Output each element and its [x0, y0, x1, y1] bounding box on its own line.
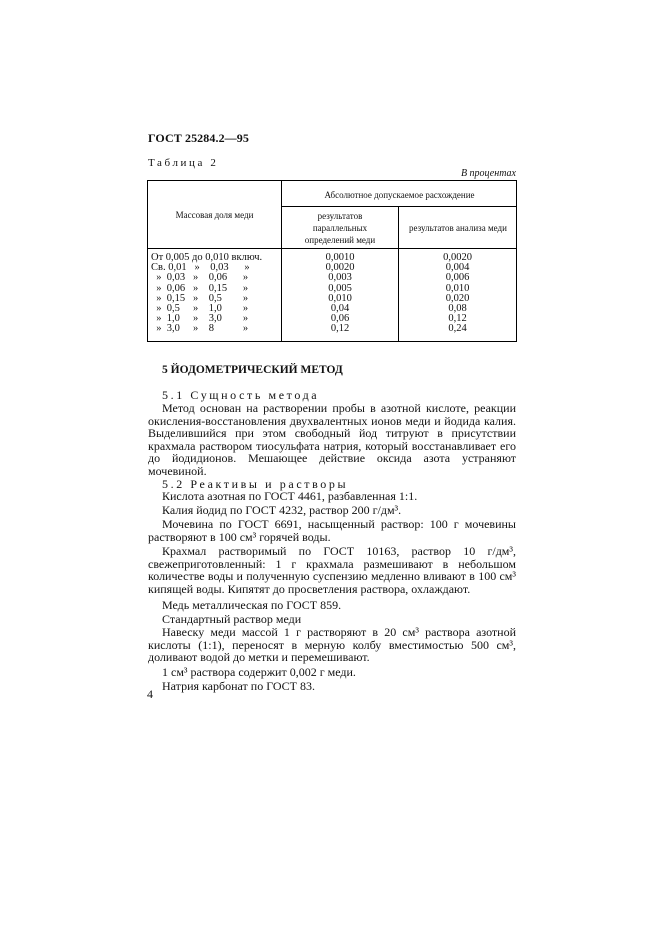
table-cell: » 3,0 » 8 »	[151, 323, 249, 335]
col-header-parallel-line: определений меди	[304, 235, 376, 245]
table-cell: 0,0020	[443, 252, 472, 263]
paragraph-reagent: Стандартный раствор меди	[162, 612, 302, 626]
paragraph-reagent: 1 см³ раствора содержит 0,002 г меди.	[162, 665, 356, 679]
table-cell: 0,12	[448, 313, 467, 325]
page-number: 4	[147, 687, 153, 701]
table-cell: 0,0020	[325, 262, 355, 274]
table-units: В процентах	[460, 168, 516, 179]
table-cell: 0,005	[328, 282, 352, 294]
table-cell: 0,24	[448, 323, 467, 335]
table-divider	[148, 248, 516, 249]
table-cell: » 0,5 » 1,0 »	[151, 303, 249, 315]
table-cell: 0,006	[445, 272, 470, 284]
table-cell: 0,06	[330, 313, 350, 325]
paragraph-reagent: Крахмал растворимый по ГОСТ 10163, раствор 10 г/дм³, свежеприготовленный: 1 г крахмала размешивают в небольшом количестве воды и полученную суспензию медленно вливают в 100 см³ кипящей воды. Кипятят до просветления раствора, охлаждают.	[148, 544, 516, 596]
paragraph-reagent: Медь металлическая по ГОСТ 859.	[162, 598, 342, 612]
table-cell: 0,010	[328, 292, 352, 304]
table-cell: » 0,03 » 0,06 »	[151, 272, 249, 284]
data-table	[147, 180, 517, 342]
column-range	[151, 253, 262, 335]
table-cell: От 0,005 до 0,010 включ.	[151, 252, 263, 263]
col-header-group: Абсолютное допускаемое расхождение	[324, 190, 475, 200]
table-cell: » 0,15 » 0,5 »	[151, 292, 249, 304]
column-analysis	[399, 253, 516, 335]
table-cell: 0,020	[445, 292, 470, 304]
paragraph-essence: Метод основан на растворении пробы в азотной кислоте, реакции окисления-восстановления двухвалентных ионов меди и йодида калия. Выделившийся при этом свободный йод титруют в присутствии крахмала раствором тиосульфата натрия, который восстанавливает его до йодидионов. Мешающее действие оксида азота устраняют мочевиной.	[148, 401, 516, 478]
paragraph-reagent: Калия йодид по ГОСТ 4232, раствор 200 г/дм³.	[162, 503, 402, 517]
subsection-title-reagents: 5.2 Реактивы и растворы	[162, 477, 349, 491]
table-cell: 0,08	[448, 303, 467, 315]
col-header-parallel-line: результатов	[317, 211, 363, 221]
section-title: 5 ЙОДОМЕТРИЧЕСКИЙ МЕТОД	[162, 364, 343, 376]
col-header-analysis: результатов анализа меди	[409, 223, 507, 233]
paragraph-reagent: Кислота азотная по ГОСТ 4461, разбавленная 1:1.	[162, 489, 418, 503]
paragraph-reagent: Натрия карбонат по ГОСТ 83.	[162, 679, 315, 693]
col-header-copper-fraction: Массовая доля меди	[175, 210, 254, 220]
table-cell: Св. 0,01 » 0,03 »	[151, 262, 250, 274]
table-caption: Таблица 2	[148, 157, 219, 169]
table-cell: » 1,0 » 3,0 »	[151, 313, 249, 325]
table-cell: 0,12	[330, 323, 350, 335]
col-header-parallel-line: параллельных	[312, 223, 368, 233]
table-cell: 0,004	[445, 262, 470, 274]
table-cell: 0,04	[330, 303, 350, 315]
table-cell: 0,0010	[325, 252, 355, 263]
document-header: ГОСТ 25284.2—95	[148, 131, 249, 145]
table-cell: 0,010	[445, 282, 470, 294]
table-cell: 0,003	[328, 272, 352, 284]
table-divider	[281, 206, 516, 207]
table-cell: » 0,06 » 0,15 »	[151, 282, 249, 294]
col-header-parallel	[282, 210, 398, 246]
paragraph-reagent: Мочевина по ГОСТ 6691, насыщенный раствор: 100 г мочевины растворяют в 100 см³ горячей воды.	[148, 517, 516, 544]
paragraph-reagent: Навеску меди массой 1 г растворяют в 20 см³ раствора азотной кислоты (1:1), переносят в мерную колбу вместимостью 500 см³, доливают водой до метки и перемешивают.	[148, 625, 516, 665]
column-parallel	[282, 253, 398, 335]
subsection-title-essence: 5.1 Сущность метода	[162, 388, 320, 402]
